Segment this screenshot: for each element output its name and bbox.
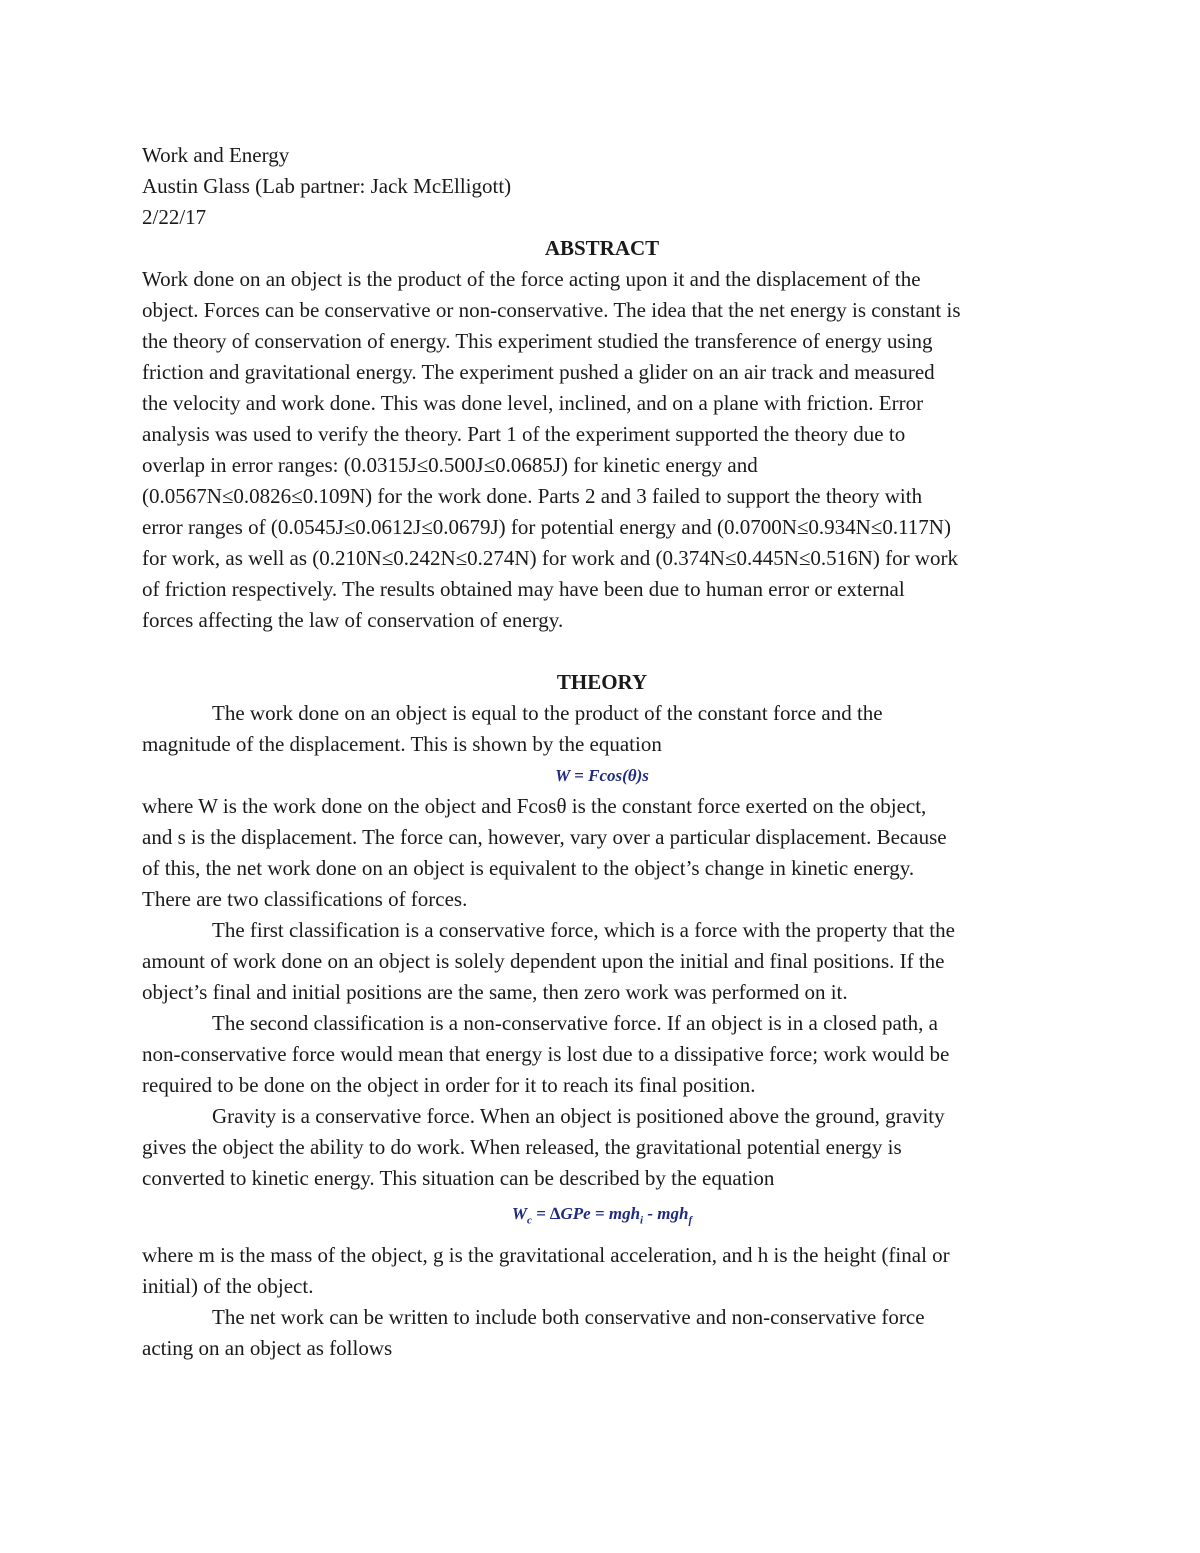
theory-paragraph-4 xyxy=(142,1008,1062,1101)
abstract-line: Work done on an object is the product of the force acting upon it and the displacement of the xyxy=(142,267,921,291)
abstract-line: forces affecting the law of conservation of energy. xyxy=(142,608,564,632)
date-line: 2/22/17 xyxy=(142,205,207,229)
theory-line: where m is the mass of the object, g is the gravitational acceleration, and h is the height (final or xyxy=(142,1243,950,1267)
eq-sub-f: f xyxy=(688,1214,693,1227)
theory-line: The first classification is a conservative force, which is a force with the property that the xyxy=(212,918,955,942)
abstract-line: the theory of conservation of energy. This experiment studied the transference of energy using xyxy=(142,329,933,353)
theory-heading: THEORY xyxy=(556,670,648,694)
theory-line: initial) of the object. xyxy=(142,1274,314,1298)
theory-paragraph-7 xyxy=(142,1302,1062,1364)
theory-paragraph-5 xyxy=(142,1101,1062,1194)
eq-sub-c: c xyxy=(526,1214,532,1227)
abstract-line: for work, as well as (0.210N≤0.242N≤0.274N) for work and (0.374N≤0.445N≤0.516N) for work xyxy=(142,546,958,570)
abstract-line: (0.0567N≤0.0826≤0.109N) for the work done. Parts 2 and 3 failed to support the theory with xyxy=(142,484,923,508)
theory-paragraph-2 xyxy=(142,791,1062,915)
theory-line: required to be done on the object in order for it to reach its final position. xyxy=(142,1073,756,1097)
document-title: Work and Energy xyxy=(142,143,290,167)
theory-line: magnitude of the displacement. This is shown by the equation xyxy=(142,732,662,756)
abstract-line: analysis was used to verify the theory. Part 1 of the experiment supported the theory due to xyxy=(142,422,906,446)
theory-line: The work done on an object is equal to the product of the constant force and the xyxy=(212,701,883,725)
theory-paragraph-3 xyxy=(142,915,1062,1008)
abstract-heading: ABSTRACT xyxy=(544,236,660,260)
gravity-work-equation xyxy=(142,1194,1062,1240)
theory-line: amount of work done on an object is solely dependent upon the initial and final positions. If the xyxy=(142,949,945,973)
eq-w: W xyxy=(511,1204,527,1223)
theory-line: of this, the net work done on an object is equivalent to the object’s change in kinetic energy. xyxy=(142,856,915,880)
theory-paragraph-1 xyxy=(142,698,1062,760)
theory-line: converted to kinetic energy. This situation can be described by the equation xyxy=(142,1166,775,1190)
abstract-line: the velocity and work done. This was done level, inclined, and on a plane with friction. Error xyxy=(142,391,924,415)
work-equation: W = Fcos(θ)s xyxy=(555,766,649,785)
eq-middle: = ∆GPe = mgh xyxy=(531,1204,641,1223)
abstract-line: error ranges of (0.0545J≤0.0612J≤0.0679J) for potential energy and (0.0700N≤0.934N≤0.117N) xyxy=(142,515,951,539)
abstract-line: of friction respectively. The results obtained may have been due to human error or external xyxy=(142,577,905,601)
theory-line: Gravity is a conservative force. When an object is positioned above the ground, gravity xyxy=(212,1104,945,1128)
theory-paragraph-6 xyxy=(142,1240,1062,1302)
theory-line: There are two classifications of forces. xyxy=(142,887,468,911)
theory-line: non-conservative force would mean that energy is lost due to a dissipative force; work would be xyxy=(142,1042,950,1066)
abstract-line: friction and gravitational energy. The experiment pushed a glider on an air track and measured xyxy=(142,360,935,384)
abstract-paragraph xyxy=(142,264,1062,636)
section-spacer xyxy=(142,636,1062,667)
theory-line: The net work can be written to include both conservative and non-conservative force xyxy=(212,1305,925,1329)
theory-line: where W is the work done on the object and Fcosθ is the constant force exerted on the object, xyxy=(142,794,927,818)
theory-line: acting on an object as follows xyxy=(142,1336,393,1360)
eq-minus: - mgh xyxy=(643,1204,689,1223)
abstract-line: overlap in error ranges: (0.0315J≤0.500J≤0.0685J) for kinetic energy and xyxy=(142,453,758,477)
document-page xyxy=(142,140,1062,1364)
theory-line: object’s final and initial positions are the same, then zero work was performed on it. xyxy=(142,980,848,1004)
abstract-line: object. Forces can be conservative or non-conservative. The idea that the net energy is constant is xyxy=(142,298,961,322)
author-line: Austin Glass (Lab partner: Jack McElligott) xyxy=(142,174,512,198)
theory-line: The second classification is a non-conservative force. If an object is in a closed path, a xyxy=(212,1011,938,1035)
theory-line: gives the object the ability to do work. When released, the gravitational potential energy is xyxy=(142,1135,902,1159)
theory-line: and s is the displacement. The force can, however, vary over a particular displacement. Because xyxy=(142,825,947,849)
eq-sub-i: i xyxy=(640,1214,644,1227)
